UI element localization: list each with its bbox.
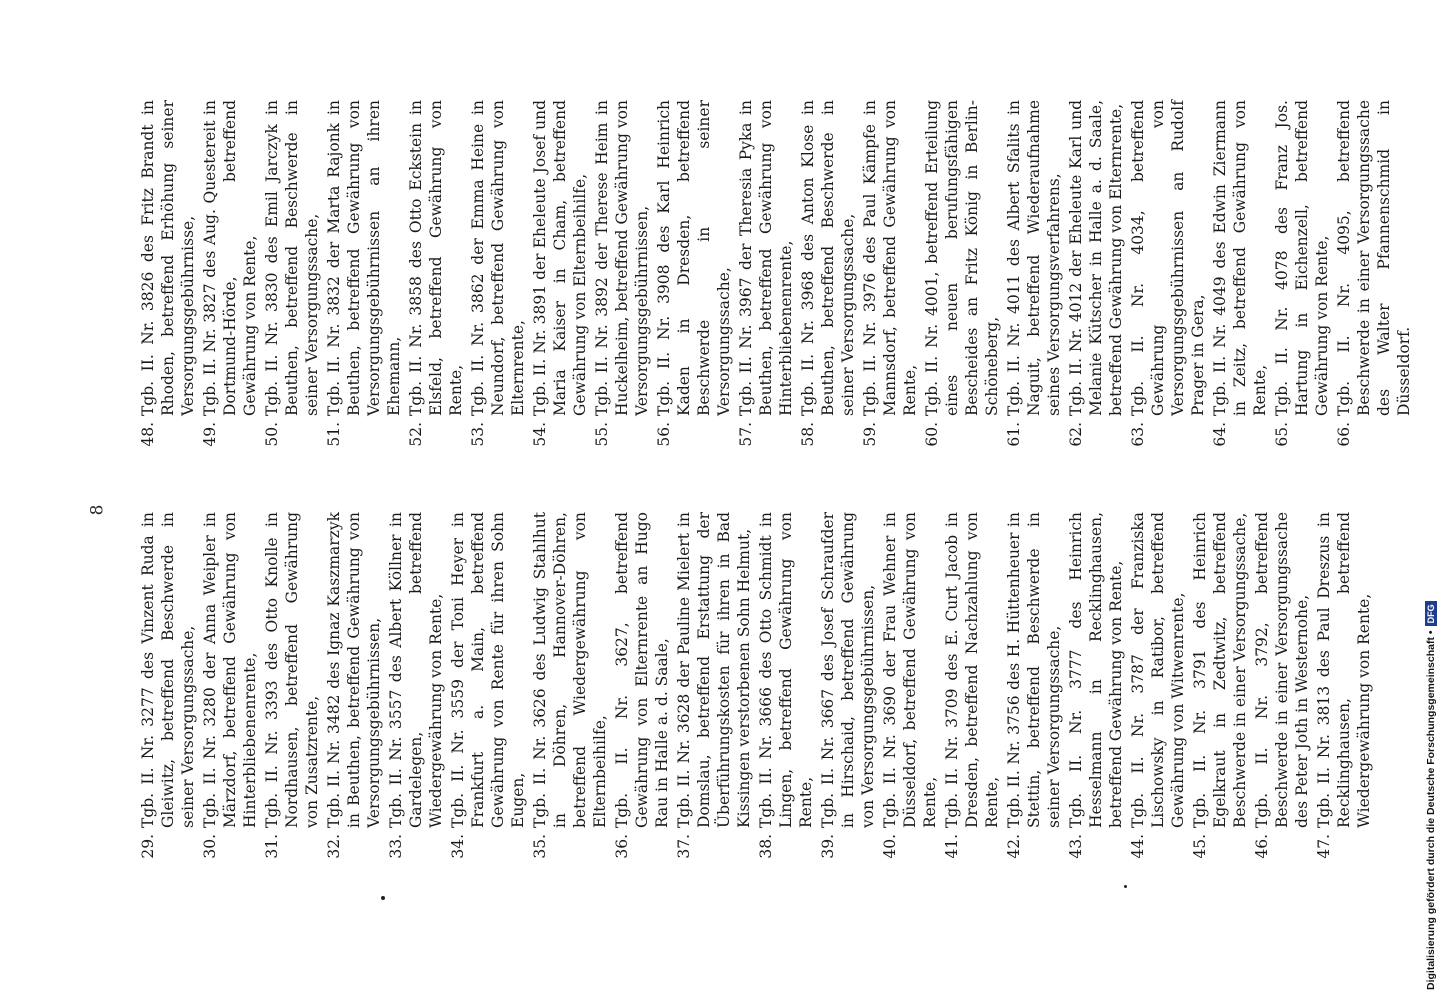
entry-number: 38. — [757, 834, 775, 859]
entry-text: Tgb. II. Nr. 3826 des Fritz Brandt in Rhoden, betreffend Erhöhung seiner Versorgungsgebührnisse, — [139, 100, 197, 416]
list-item — [1272, 100, 1332, 460]
list-item — [860, 100, 920, 460]
entry-number: 62. — [1067, 422, 1085, 447]
list-item — [1004, 100, 1064, 460]
entry-text: Tgb. II. Nr. 3628 der Pauline Mielert in Domslau, betreffend Erstattung der Überführungskosten für ihren in Bad Kissingen verstorbenen Sohn Helmut, — [675, 512, 753, 828]
list-item — [736, 100, 796, 460]
entry-text: Tgb. II. Nr. 3827 des Aug. Questereit in Dortmund-Hörde, betreffend Gewährung von Rente, — [201, 100, 259, 416]
entry-number: 59. — [861, 422, 879, 447]
entry-number: 46. — [1253, 834, 1271, 859]
entry-number: 42. — [1005, 834, 1023, 859]
list-item — [654, 100, 734, 460]
entry-number: 29. — [139, 834, 157, 859]
entry-number: 51. — [325, 422, 343, 447]
entry-text: Tgb. II. Nr. 3976 des Paul Kämpfe in Mannsdorf, betreffend Gewährung von Rente, — [861, 100, 919, 416]
entry-number: 53. — [469, 422, 487, 447]
entry-number: 33. — [387, 834, 405, 859]
entry-text: Tgb. II. Nr. 3557 des Albert Köllner in Gardelegen, betreffend Wiedergewährung von Rente, — [387, 512, 445, 828]
list-item — [1252, 512, 1312, 872]
list-item — [138, 512, 198, 872]
list-item — [1066, 512, 1126, 872]
funding-footer — [1425, 601, 1437, 990]
page-number: 8 — [87, 504, 108, 516]
entry-text: Tgb. II. Nr. 3858 des Otto Eckstein in Elsfeld, betreffend Gewährung von Rente, — [407, 100, 465, 416]
list-item — [1066, 100, 1126, 460]
list-item — [756, 512, 816, 872]
list-item — [1004, 512, 1064, 872]
list-item — [674, 512, 754, 872]
entry-number: 43. — [1067, 834, 1085, 859]
list-item — [818, 512, 878, 872]
entry-text: Tgb. II. Nr. 3709 des E. Curt Jacob in Dresden, betreffend Nachzahlung von Rente, — [943, 512, 1001, 828]
list-item — [324, 100, 404, 460]
entry-text: Tgb. II. Nr. 3862 der Emma Heine in Neundorf, betreffend Gewährung von Elternrente, — [469, 100, 527, 416]
list-item — [880, 512, 940, 872]
list-item — [1128, 512, 1188, 872]
list-item — [138, 100, 198, 460]
entry-number: 34. — [449, 834, 467, 859]
list-item — [324, 512, 384, 872]
entry-text: Tgb. II. Nr. 3777 des Heinrich Hesselmann in Recklinghausen, betreffend Gewährung von Rente, — [1067, 512, 1125, 828]
entry-text: Tgb. II. Nr. 3791 des Heinrich Egelkraut in Zedtwitz, betreffend Beschwerde in einer Versorgungssache, — [1191, 512, 1249, 828]
list-item — [798, 100, 858, 460]
entry-text: Tgb. II. Nr. 3908 des Karl Heinrich Kaden in Dresden, betreffend Beschwerde in seiner Versorgungssache, — [655, 100, 733, 416]
list-item — [922, 100, 1002, 460]
entry-number: 30. — [201, 834, 219, 859]
list-item — [1334, 100, 1414, 460]
list-item — [468, 100, 528, 460]
entry-text: Tgb. II. Nr. 3792, betreffend Beschwerde in einer Versorgungssache des Peter Joth in Westernohe, — [1253, 512, 1311, 828]
entry-number: 54. — [531, 422, 549, 447]
entry-number: 37. — [675, 834, 693, 859]
print-speck — [1124, 885, 1127, 888]
entry-text: Tgb. II. Nr. 3667 des Josef Schraufder in Hirschaid, betreffend Gewährung von Versorgungsgebührnissen, — [819, 512, 877, 828]
print-speck — [381, 896, 385, 900]
list-item — [530, 512, 610, 872]
entry-text: Tgb. II. Nr. 3967 der Theresia Pyka in Beuthen, betreffend Gewährung von Hinterbliebenenrente, — [737, 100, 795, 416]
entry-text: Tgb. II. Nr. 4001, betreffend Erteilung eines neuen berufungsfähigen Bescheides an Fritz König in Berlin-Schöneberg, — [923, 100, 1001, 416]
left-column — [138, 512, 1376, 872]
list-item — [406, 100, 466, 460]
list-item — [448, 512, 528, 872]
list-item — [942, 512, 1002, 872]
entry-text: Tgb. II. Nr. 3830 des Emil Jarczyk in Beuthen, betreffend Beschwerde in seiner Versorgungssache, — [263, 100, 321, 416]
list-item — [1210, 100, 1270, 460]
entry-text: Tgb. II. Nr. 3627, betreffend Gewährung von Elternrente an Hugo Rau in Halle a. d. Saale, — [613, 512, 671, 828]
list-item — [612, 512, 672, 872]
entry-text: Tgb. II. Nr. 4078 des Franz Jos. Hartung in Eichenzell, betreffend Gewährung von Rente, — [1273, 100, 1331, 416]
entry-text: Tgb. II. Nr. 3280 der Anna Weipler in Märzdorf, betreffend Gewährung von Hinterbliebenenrente, — [201, 512, 259, 828]
entry-text: Tgb. II. Nr. 3559 der Toni Heyer in Frankfurt a. Main, betreffend Gewährung von Rente für ihren Sohn Eugen, — [449, 512, 527, 828]
entry-text: Tgb. II. Nr. 3968 des Anton Klose in Beuthen, betreffend Beschwerde in seiner Versorgungssache, — [799, 100, 857, 416]
list-item — [1128, 100, 1208, 460]
entry-text: Tgb. II. Nr. 3787 der Franziska Lischowsky in Ratibor, betreffend Gewährung von Witwenrente, — [1129, 512, 1187, 828]
list-item — [1190, 512, 1250, 872]
entry-number: 55. — [593, 422, 611, 447]
entry-number: 48. — [139, 422, 157, 447]
entry-number: 60. — [923, 422, 941, 447]
list-item — [200, 512, 260, 872]
entry-number: 47. — [1315, 834, 1333, 859]
entry-number: 40. — [881, 834, 899, 859]
entry-text: Tgb. II. Nr. 3626 des Ludwig Stahlhut in Döhren, Hannover-Döhren, betreffend Wiedergewährung von Elternbeihilfe, — [531, 512, 609, 828]
entry-number: 52. — [407, 422, 425, 447]
list-item — [1314, 512, 1374, 872]
funding-text: Digitalisierung gefördert durch die Deutsche Forschungsgemeinschaft • — [1425, 630, 1437, 990]
entry-text: Tgb. II. Nr. 4011 des Albert Sfalits in Naguit, betreffend Wiederaufnahme seines Versorgungsverfahrens, — [1005, 100, 1063, 416]
entry-number: 45. — [1191, 834, 1209, 859]
entry-text: Tgb. II. Nr. 3690 der Frau Wehner in Düsseldorf, betreffend Gewährung von Rente, — [881, 512, 939, 828]
list-item — [386, 512, 446, 872]
entry-number: 32. — [325, 834, 343, 859]
entry-text: Tgb. II. Nr. 4095, betreffend Beschwerde in einer Versorgungssache des Walter Pfannenschmid in Düsseldorf. — [1335, 100, 1413, 416]
entry-number: 31. — [263, 834, 281, 859]
entry-number: 50. — [263, 422, 281, 447]
entry-text: Tgb. II. Nr. 3666 des Otto Schmidt in Lingen, betreffend Gewährung von Rente, — [757, 512, 815, 828]
list-item — [262, 100, 322, 460]
list-item — [200, 100, 260, 460]
dfg-logo: DFG — [1425, 601, 1437, 626]
entry-text: Tgb. II. Nr. 3393 des Otto Knolle in Nordhausen, betreffend Gewährung von Zusatzrente, — [263, 512, 321, 828]
entry-text: Tgb. II. Nr. 3813 des Paul Dreszus in Recklinghausen, betreffend Wiedergewährung von Rente, — [1315, 512, 1373, 828]
entry-number: 64. — [1211, 422, 1229, 447]
entry-number: 57. — [737, 422, 755, 447]
right-column — [138, 100, 1416, 460]
entry-number: 65. — [1273, 422, 1291, 447]
entry-number: 58. — [799, 422, 817, 447]
entry-text: Tgb. II. Nr. 3891 der Eheleute Josef und Maria Kaiser in Cham, betreffend Gewährung von Elternbeihilfe, — [531, 100, 589, 416]
entry-number: 44. — [1129, 834, 1147, 859]
entry-text: Tgb. II. Nr. 4034, betreffend Gewährung von Versorgungsgebührnissen an Rudolf Prager in Gera, — [1129, 100, 1207, 416]
entry-text: Tgb. II. Nr. 3756 des H. Hüttenheuer in Stettin, betreffend Beschwerde in seiner Versorgungssache, — [1005, 512, 1063, 828]
entry-text: Tgb. II. Nr. 4012 der Eheleute Karl und Melanie Kütscher in Halle a. d. Saale, betreffend Gewährung von Elternrente, — [1067, 100, 1125, 416]
list-item — [592, 100, 652, 460]
entry-number: 35. — [531, 834, 549, 859]
entry-text: Tgb. II. Nr. 3277 des Vinzent Ruda in Gleiwitz, betreffend Beschwerde in seiner Versorgungssache, — [139, 512, 197, 828]
entry-number: 56. — [655, 422, 673, 447]
entry-number: 39. — [819, 834, 837, 859]
entry-number: 63. — [1129, 422, 1147, 447]
list-item — [530, 100, 590, 460]
list-item — [262, 512, 322, 872]
entry-text: Tgb. II. Nr. 4049 des Edwin Ziermann in Zeitz, betreffend Gewährung von Rente, — [1211, 100, 1269, 416]
entry-number: 61. — [1005, 422, 1023, 447]
entry-number: 49. — [201, 422, 219, 447]
entry-text: Tgb. II. Nr. 3892 der Therese Heim in Huckelheim, betreffend Gewährung von Versorgungsgebührnissen, — [593, 100, 651, 416]
entry-number: 66. — [1335, 422, 1353, 447]
entry-number: 36. — [613, 834, 631, 859]
entry-number: 41. — [943, 834, 961, 859]
entry-text: Tgb. II. Nr. 3482 des Ignaz Kaszmarzyk in Beuthen, betreffend Gewährung von Versorgungsgebührnissen, — [325, 512, 383, 828]
entry-text: Tgb. II. Nr. 3832 der Marta Rajonk in Beuthen, betreffend Gewährung von Versorgungsgebührnissen an ihren Ehemann, — [325, 100, 403, 416]
